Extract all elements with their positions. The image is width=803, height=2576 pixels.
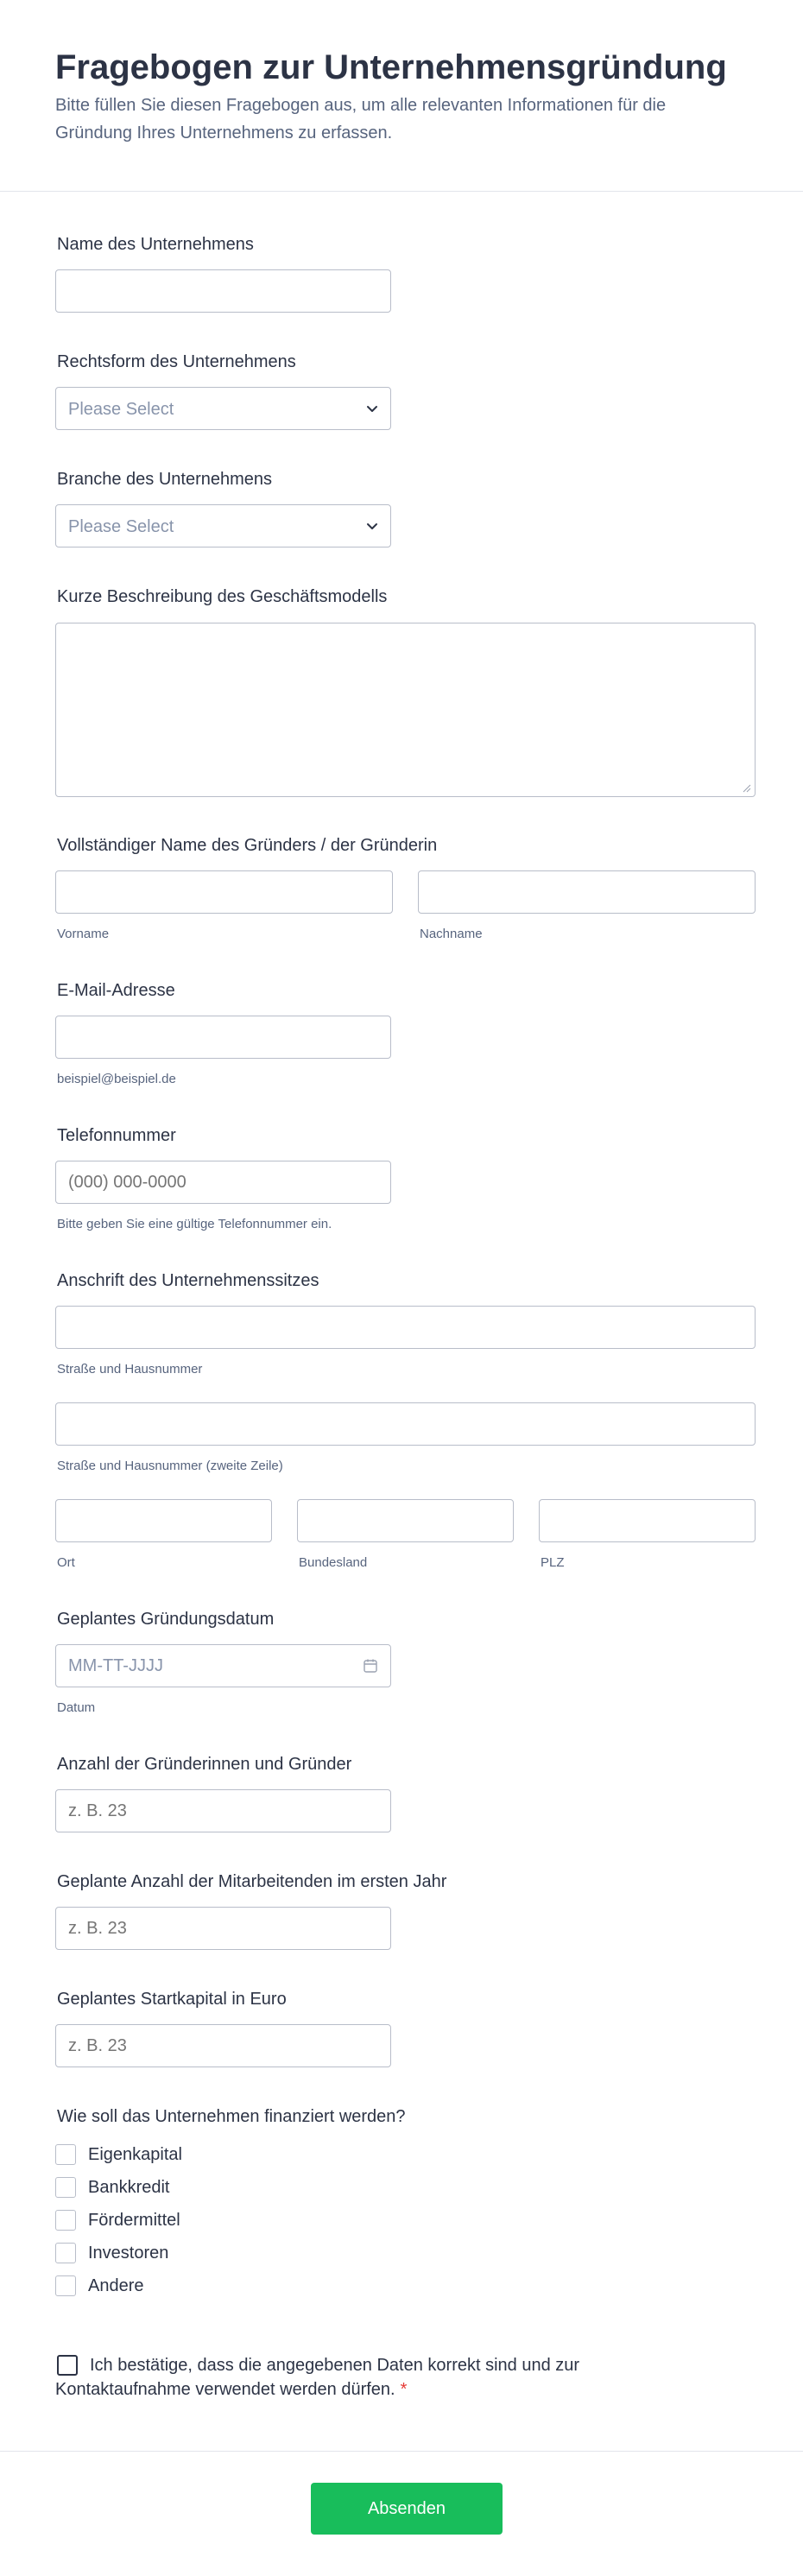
founder-name-label: Vollständiger Name des Gründers / der Gründerin xyxy=(57,836,438,855)
first-name-input[interactable] xyxy=(55,870,393,914)
form-header xyxy=(0,0,803,192)
legal-form-placeholder: Please Select xyxy=(68,400,174,419)
legal-form-select[interactable] xyxy=(55,387,391,430)
consent-text-line2: Kontaktaufnahme verwendet werden dürfen. xyxy=(55,2380,395,2399)
checkbox[interactable] xyxy=(55,2275,76,2296)
city-input[interactable] xyxy=(55,1499,272,1542)
phone-label: Telefonnummer xyxy=(57,1126,176,1145)
street-input[interactable] xyxy=(55,1306,756,1349)
business-model-textarea[interactable] xyxy=(55,623,756,797)
start-capital-input[interactable] xyxy=(55,2024,391,2067)
checkbox[interactable] xyxy=(55,2243,76,2263)
checkbox-label: Eigenkapital xyxy=(88,2145,182,2164)
phone-sublabel: Bitte geben Sie eine gültige Telefonnummer ein. xyxy=(57,1217,332,1231)
last-name-input[interactable] xyxy=(418,870,756,914)
industry-label: Branche des Unternehmens xyxy=(57,470,273,489)
founding-date-sublabel: Datum xyxy=(57,1700,96,1715)
legal-form-label: Rechtsform des Unternehmens xyxy=(57,352,296,371)
submit-button[interactable]: Absenden xyxy=(311,2483,503,2535)
checkbox-label: Andere xyxy=(88,2276,144,2295)
phone-input[interactable] xyxy=(55,1161,391,1204)
last-name-sublabel: Nachname xyxy=(420,927,483,941)
checkbox-label: Bankkredit xyxy=(88,2178,170,2197)
checkbox[interactable] xyxy=(55,2210,76,2231)
page-title: Fragebogen zur Unternehmensgründung xyxy=(55,48,727,86)
street-sublabel: Straße und Hausnummer xyxy=(57,1362,203,1377)
state-input[interactable] xyxy=(297,1499,514,1542)
zip-sublabel: PLZ xyxy=(541,1555,565,1570)
email-label: E-Mail-Adresse xyxy=(57,981,175,1000)
company-name-label: Name des Unternehmens xyxy=(57,235,254,254)
footer-divider xyxy=(0,2451,803,2452)
city-sublabel: Ort xyxy=(57,1555,75,1570)
founding-date-input[interactable] xyxy=(55,1644,391,1687)
required-mark: * xyxy=(400,2380,408,2399)
chevron-down-icon xyxy=(364,518,380,534)
industry-placeholder: Please Select xyxy=(68,517,174,536)
checkbox[interactable] xyxy=(55,2177,76,2198)
calendar-icon[interactable] xyxy=(363,1658,378,1674)
street2-sublabel: Straße und Hausnummer (zweite Zeile) xyxy=(57,1459,283,1473)
consent-checkbox[interactable] xyxy=(57,2355,78,2376)
business-model-label: Kurze Beschreibung des Geschäftsmodells xyxy=(57,587,388,606)
company-name-input[interactable] xyxy=(55,269,391,313)
founding-date-label: Geplantes Gründungsdatum xyxy=(57,1610,275,1629)
consent-text-continued xyxy=(55,2377,407,2402)
first-name-sublabel: Vorname xyxy=(57,927,110,941)
street2-input[interactable] xyxy=(55,1402,756,1446)
employee-count-label: Geplante Anzahl der Mitarbeitenden im ersten Jahr xyxy=(57,1872,447,1891)
checkbox[interactable] xyxy=(55,2144,76,2165)
founder-count-input[interactable] xyxy=(55,1789,391,1832)
email-sublabel: beispiel@beispiel.de xyxy=(57,1072,176,1086)
founding-date-placeholder: MM-TT-JJJJ xyxy=(68,1656,163,1675)
email-input[interactable] xyxy=(55,1016,391,1059)
employee-count-input[interactable] xyxy=(55,1907,391,1950)
zip-input[interactable] xyxy=(539,1499,756,1542)
consent-text: Ich bestätige, dass die angegebenen Daten korrekt sind und zur xyxy=(90,2356,580,2375)
industry-select[interactable] xyxy=(55,504,391,547)
start-capital-label: Geplantes Startkapital in Euro xyxy=(57,1990,287,2009)
chevron-down-icon xyxy=(364,401,380,416)
checkbox-label: Fördermittel xyxy=(88,2211,180,2230)
page-subtitle: Bitte füllen Sie diesen Fragebogen aus, um alle relevanten Informationen für die Gründung Ihres Unternehmens zu erfassen. xyxy=(55,96,667,142)
financing-label: Wie soll das Unternehmen finanziert werden? xyxy=(57,2107,406,2126)
resize-grip-icon[interactable] xyxy=(741,782,751,793)
founder-count-label: Anzahl der Gründerinnen und Gründer xyxy=(57,1755,352,1774)
checkbox-label: Investoren xyxy=(88,2244,169,2263)
state-sublabel: Bundesland xyxy=(299,1555,368,1570)
address-label: Anschrift des Unternehmenssitzes xyxy=(57,1271,319,1290)
